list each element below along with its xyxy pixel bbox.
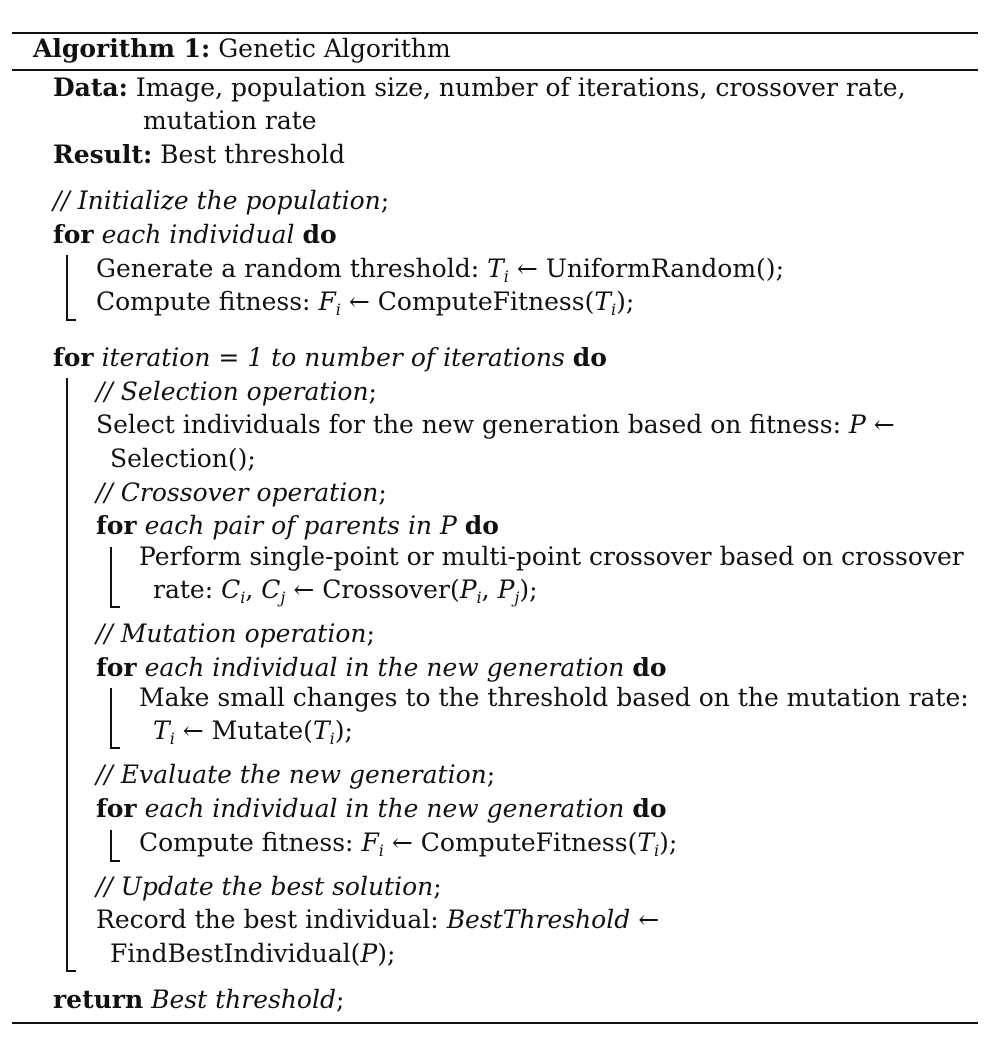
for-iteration: for iteration = 1 to number of iterations do — [53, 343, 607, 372]
comment-mutation: // Mutation operation; — [96, 619, 375, 648]
crossover-line-1: Perform single-point or multi-point crossover based on crossover — [139, 542, 964, 571]
mutation-line-2: $T_i$ ← $Mutate(T_i)$; — [153, 716, 353, 748]
result-line — [53, 140, 345, 170]
comment-initialize: // Initialize the population; — [53, 186, 390, 215]
main-loop-bar — [66, 378, 68, 972]
select-line-1: Select individuals for the new generation based on fitness: P ← — [96, 410, 895, 439]
mutation-line-1: Make small changes to the threshold based on the mutation rate: — [139, 683, 969, 712]
mutation-block-bar — [110, 688, 112, 749]
result-keyword: Result: — [53, 140, 153, 169]
mutation-block-foot — [110, 747, 120, 749]
select-line-2: Selection(); — [110, 444, 256, 473]
init-block-foot — [66, 319, 76, 321]
evaluate-compute-line: Compute fitness: $F_i$ ← $ComputeFitness(T_i)$; — [139, 828, 678, 860]
data-keyword: Data: — [53, 73, 128, 102]
comment-selection: // Selection operation; — [96, 377, 377, 406]
evaluate-block-bar — [110, 830, 112, 862]
return-line: return Best threshold; — [53, 985, 345, 1014]
data-text-1: Image, population size, number of iterations, crossover rate, — [135, 73, 906, 102]
header-rule — [12, 69, 978, 71]
algorithm-label: Algorithm 1: — [33, 34, 211, 63]
crossover-block-foot — [110, 606, 120, 608]
for-each-new-individual-mutation: for each individual in the new generation do — [96, 653, 667, 682]
data-line-2 — [143, 106, 317, 136]
comment-update: // Update the best solution; — [96, 872, 442, 901]
for-each-individual: for each individual do — [53, 220, 337, 249]
crossover-block-bar — [110, 547, 112, 608]
compute-fitness-line: Compute fitness: $F_i$ ← $ComputeFitness(T_i)$; — [96, 287, 635, 319]
generate-threshold-line: Generate a random threshold: $T_i$ ← UniformRandom(); — [96, 254, 784, 286]
crossover-line-2: rate: $C_i$, $C_j$ ← $Crossover(P_i$, $P_j$); — [153, 575, 538, 607]
data-line — [53, 73, 906, 103]
result-text: Best threshold — [160, 140, 346, 169]
evaluate-block-foot — [110, 860, 120, 862]
init-block-bar — [66, 255, 68, 321]
comment-evaluate: // Evaluate the new generation; — [96, 760, 496, 789]
record-line-2: FindBestIndividual(P); — [110, 939, 396, 968]
record-line-1: Record the best individual: BestThreshold ← — [96, 905, 660, 934]
algorithm-name: Genetic Algorithm — [218, 34, 451, 63]
algorithm-title — [33, 34, 451, 64]
bottom-rule — [12, 1022, 978, 1024]
data-text-2: mutation rate — [143, 106, 317, 135]
for-each-new-individual-eval: for each individual in the new generation do — [96, 794, 667, 823]
comment-crossover: // Crossover operation; — [96, 478, 387, 507]
for-each-pair: for each pair of parents in P do — [96, 511, 499, 540]
main-loop-foot — [66, 970, 76, 972]
